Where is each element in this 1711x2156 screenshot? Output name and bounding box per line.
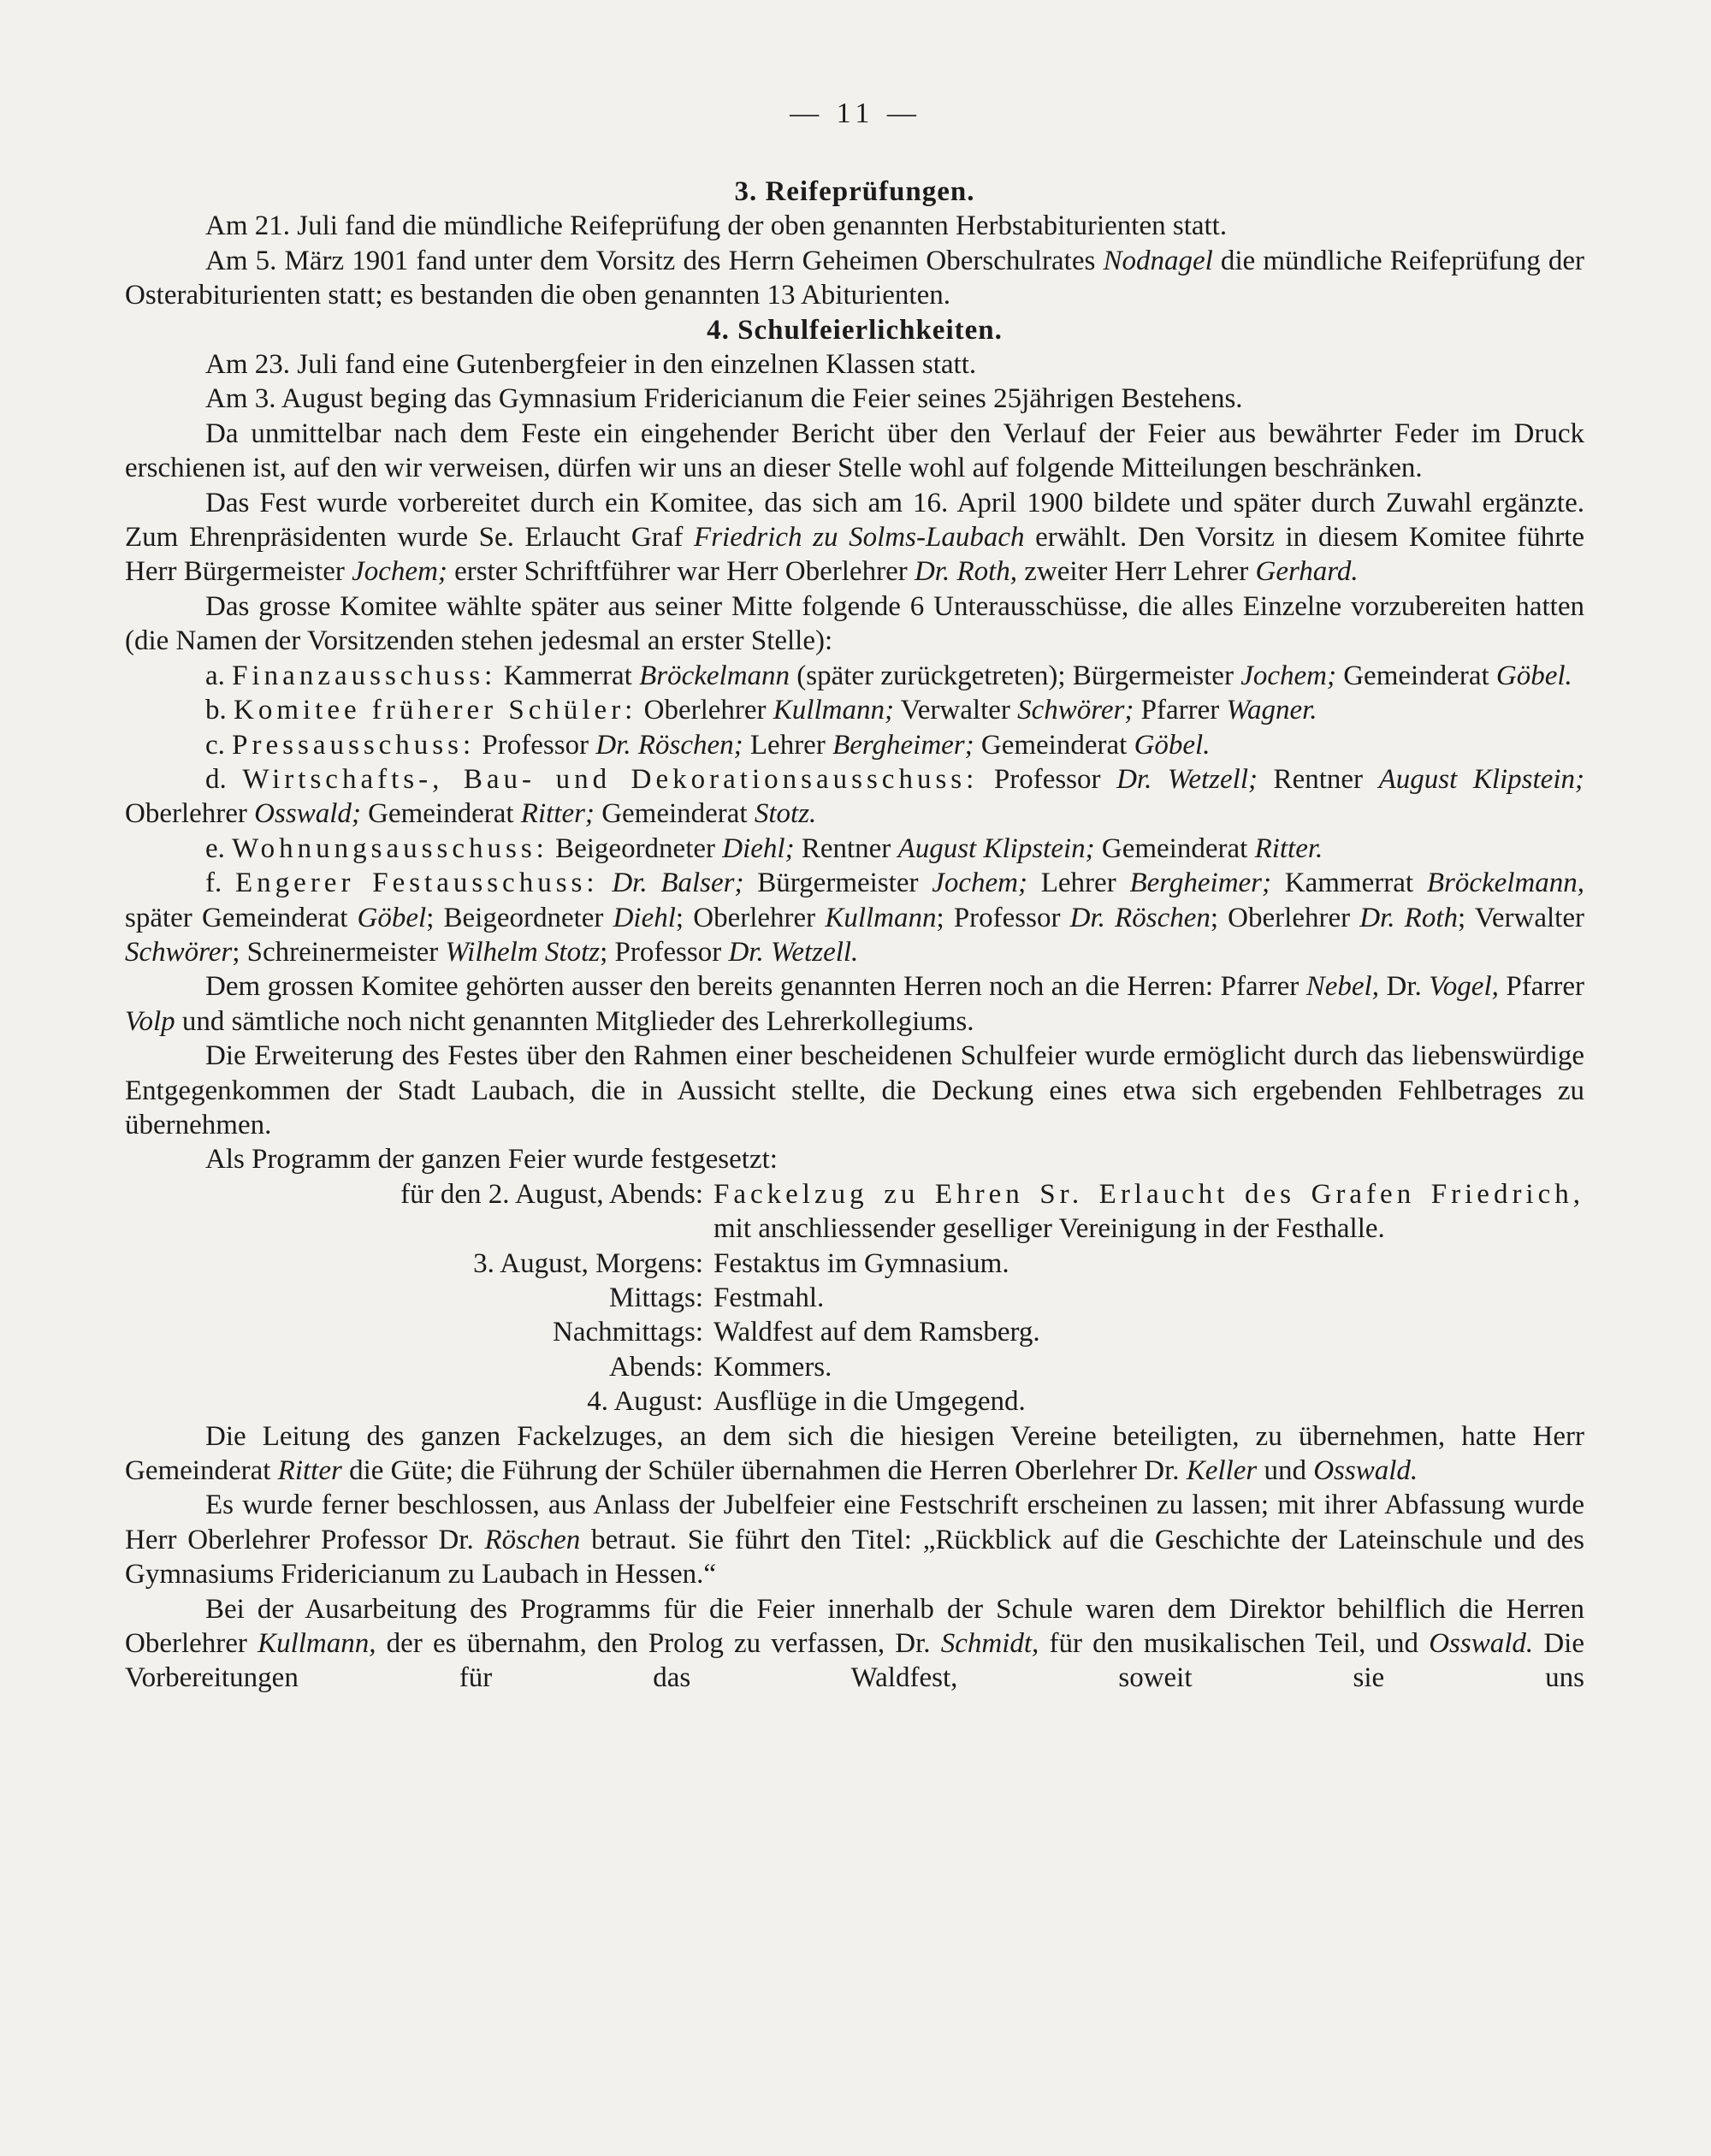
program-time: für den 2. August, Abends: [400, 1178, 703, 1210]
paragraph: Das grosse Komitee wählte später aus seiner Mitte folgende 6 Unterausschüsse, die alles Einzelne vorzubereiten hatten (die Namen der Vorsitzenden stehen jedesmal an erster Stelle): [125, 590, 1584, 657]
paragraph: Es wurde ferner beschlossen, aus Anlass der Jubelfeier eine Festschrift erscheinen zu lassen; mit ihrer Abfassung wurde Herr Oberlehrer Professor Dr. Röschen betraut. Sie führt den Titel: „Rückblick auf die Geschichte der Lateinschule und des Gymnasiums Fridericianum zu Laubach in Hessen.“ [125, 1490, 1584, 1590]
program-time: 3. August, Morgens: [473, 1247, 703, 1279]
program-event: Ausflüge in die Umgegend. [713, 1386, 1026, 1418]
body-text [125, 175, 1584, 1696]
program-event: mit anschliessender geselliger Vereinigung in der Festhalle. [713, 1213, 1385, 1245]
committee-item: b. Komitee früherer Schüler: Oberlehrer Kullmann; Verwalter Schwörer; Pfarrer Wagner. [205, 695, 1317, 726]
program-time: Abends: [609, 1351, 703, 1383]
paragraph: Bei der Ausarbeitung des Programms für die Feier innerhalb der Schule waren dem Direktor behilflich die Herren Oberlehrer Kullmann, der es übernahm, den Prolog zu verfassen, Dr. Schmidt, für den musikalischen Teil, und Osswald. Die Vorbereitungen für das Waldfest, soweit sie uns [125, 1593, 1584, 1694]
program-time: 4. August: [587, 1386, 703, 1418]
program-time: Nachmittags: [553, 1317, 703, 1348]
program-time: Mittags: [608, 1282, 703, 1313]
paragraph: Am 23. Juli fand eine Gutenbergfeier in den einzelnen Klassen statt. [205, 349, 977, 381]
program-event: Festmahl. [713, 1282, 825, 1313]
committee-item: e. Wohnungsausschuss: Beigeordneter Diehl; Rentner August Klipstein; Gemeinderat Ritter. [205, 832, 1323, 864]
section-heading-reifepruefungen: 3. Reifeprüfungen. [734, 176, 975, 207]
committee-item: f. Engerer Festausschuss: Dr. Balser; Bürgermeister Jochem; Lehrer Bergheimer; Kammerrat Bröckelmann, später Gemeinderat Göbel; Beigeordneter Diehl; Oberlehrer Kullmann; Professor Dr. Röschen; Oberlehrer Dr. Roth; Verwalter Schwörer; Schreinermeister Wilhelm Stotz; Professor Dr. Wetzell. [125, 868, 1585, 968]
paragraph: Die Erweiterung des Festes über den Rahmen einer bescheidenen Schulfeier wurde ermöglicht durch das liebenswürdige Entgegenkommen der Stadt Laubach, die in Aussicht stellte, die Deckung eines etwa sich ergebenden Fehlbetrages zu übernehmen. [125, 1040, 1584, 1140]
program-event: Waldfest auf dem Ramsberg. [713, 1317, 1040, 1348]
program-event: Fackelzug zu Ehren Sr. Erlaucht des Grafen Friedrich, [713, 1178, 1584, 1210]
program-event: Kommers. [713, 1351, 832, 1383]
committee-item: c. Pressausschuss: Professor Dr. Röschen; Lehrer Bergheimer; Gemeinderat Göbel. [205, 729, 1211, 761]
paragraph: Am 3. August beging das Gymnasium Fridericianum die Feier seines 25jährigen Bestehens. [205, 383, 1243, 415]
paragraph: Die Leitung des ganzen Fackelzuges, an dem sich die hiesigen Vereine beteiligten, zu übernehmen, hatte Herr Gemeinderat Ritter die Güte; die Führung der Schüler übernahmen die Herren Oberlehrer Dr. Keller und Osswald. [125, 1420, 1584, 1487]
section-heading-schulfeierlichkeiten: 4. Schulfeierlichkeiten. [707, 314, 1003, 346]
paragraph: Am 5. März 1901 fand unter dem Vorsitz des Herrn Geheimen Oberschulrates Nodnagel die mündliche Reifeprüfung der Osterabiturienten statt; es bestanden die oben genannten 13 Abiturienten. [125, 245, 1584, 311]
paragraph: Als Programm der ganzen Feier wurde festgesetzt: [205, 1144, 778, 1176]
program-time [125, 1211, 707, 1246]
committee-item: d. Wirtschafts-, Bau- und Dekorationsausschuss: Professor Dr. Wetzell; Rentner August Klipstein; Oberlehrer Osswald; Gemeinderat Ritter; Gemeinderat Stotz. [125, 763, 1584, 830]
paragraph: Am 21. Juli fand die mündliche Reifeprüfung der oben genannten Herbstabiturienten statt. [205, 210, 1228, 242]
page-number: — 11 — [790, 98, 921, 129]
paragraph: Dem grossen Komitee gehörten ausser den bereits genannten Herren noch an die Herren: Pfarrer Nebel, Dr. Vogel, Pfarrer Volp und sämtliche noch nicht genannten Mitglieder des Lehrerkollegiums. [125, 971, 1585, 1037]
committee-item: a. Finanzausschuss: Kammerrat Bröckelmann (später zurückgetreten); Bürgermeister Jochem; Gemeinderat Göbel. [205, 660, 1572, 691]
program-schedule [125, 1177, 1584, 1419]
paragraph: Da unmittelbar nach dem Feste ein eingehender Bericht über den Verlauf der Feier aus bewährter Feder im Druck erschienen ist, auf den wir verweisen, dürfen wir uns an dieser Stelle wohl auf folgende Mitteilungen beschränken. [125, 418, 1584, 484]
program-event: Festaktus im Gymnasium. [713, 1247, 1009, 1279]
paragraph: Das Fest wurde vorbereitet durch ein Komitee, das sich am 16. April 1900 bildete und später durch Zuwahl ergänzte. Zum Ehrenpräsidenten wurde Se. Erlaucht Graf Friedrich zu Solms-Laubach erwählt. Den Vorsitz in diesem Komitee führte Herr Bürgermeister Jochem; erster Schriftführer war Herr Oberlehrer Dr. Roth, zweiter Herr Lehrer Gerhard. [125, 487, 1584, 588]
